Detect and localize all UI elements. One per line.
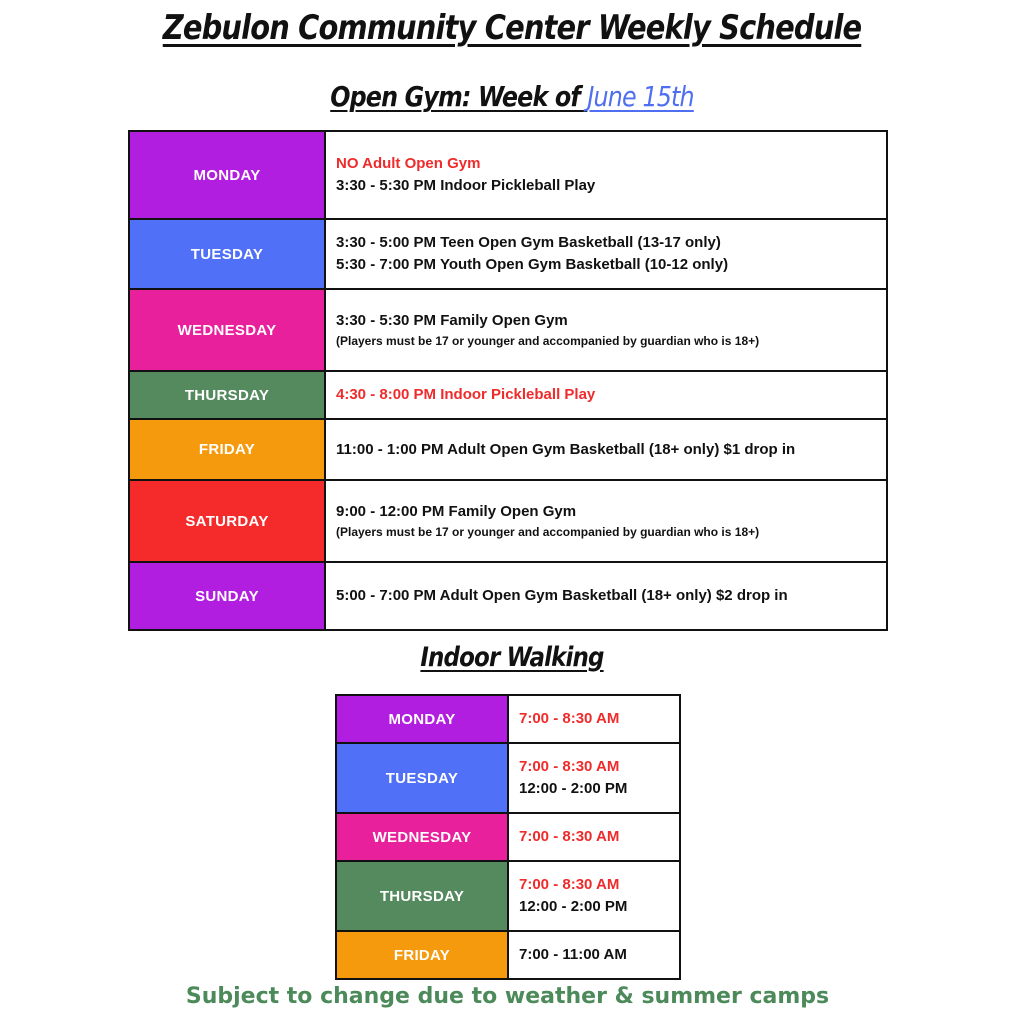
- open-gym-row: [129, 289, 887, 371]
- walking-row: [336, 743, 680, 813]
- open-gym-heading: [77, 80, 947, 113]
- guardian-note: (Players must be 17 or younger and accompanied by guardian who is 18+): [336, 525, 760, 539]
- day-label: FRIDAY: [129, 419, 325, 480]
- day-label: SUNDAY: [129, 562, 325, 630]
- open-gym-row: [129, 480, 887, 562]
- footer-note: Subject to change due to weather & summer camps: [185, 984, 830, 1009]
- schedule-details: [508, 861, 680, 931]
- highlighted-schedule-line: 7:00 - 8:30 AM: [519, 876, 620, 893]
- schedule-line: 3:30 - 5:30 PM Indoor Pickleball Play: [336, 177, 596, 194]
- schedule-details: [325, 289, 887, 371]
- walking-row: [336, 695, 680, 743]
- week-of-date: June 15th: [587, 80, 694, 113]
- highlighted-schedule-line: NO Adult Open Gym: [336, 155, 481, 172]
- schedule-details: [508, 813, 680, 861]
- indoor-walking-table: [335, 694, 681, 980]
- open-gym-row: [129, 419, 887, 480]
- schedule-line: 7:00 - 11:00 AM: [519, 946, 627, 963]
- indoor-walking-heading: Indoor Walking: [420, 642, 604, 673]
- open-gym-row: [129, 562, 887, 630]
- walking-row: [336, 813, 680, 861]
- highlighted-schedule-line: 7:00 - 8:30 AM: [519, 758, 620, 775]
- open-gym-row: [129, 219, 887, 289]
- schedule-line: 9:00 - 12:00 PM Family Open Gym: [336, 503, 577, 520]
- schedule-details: [508, 743, 680, 813]
- page-title: Zebulon Community Center Weekly Schedule: [162, 8, 862, 48]
- schedule-line: 12:00 - 2:00 PM: [519, 780, 628, 797]
- day-label: THURSDAY: [336, 861, 508, 931]
- day-label: TUESDAY: [129, 219, 325, 289]
- schedule-details: [325, 480, 887, 562]
- schedule-details: [325, 419, 887, 480]
- schedule-line: 12:00 - 2:00 PM: [519, 898, 628, 915]
- day-label: SATURDAY: [129, 480, 325, 562]
- schedule-line: 5:00 - 7:00 PM Adult Open Gym Basketball (18+ only) $2 drop in: [336, 587, 788, 604]
- schedule-details: [508, 931, 680, 979]
- open-gym-row: [129, 131, 887, 219]
- open-gym-row: [129, 371, 887, 419]
- day-label: WEDNESDAY: [336, 813, 508, 861]
- schedule-details: [325, 562, 887, 630]
- open-gym-table: [128, 130, 888, 631]
- schedule-details: [325, 371, 887, 419]
- day-label: TUESDAY: [336, 743, 508, 813]
- open-gym-table-body: [129, 131, 887, 630]
- day-label: MONDAY: [336, 695, 508, 743]
- schedule-details: [508, 695, 680, 743]
- day-label: MONDAY: [129, 131, 325, 219]
- day-label: WEDNESDAY: [129, 289, 325, 371]
- schedule-details: [325, 219, 887, 289]
- schedule-line: 5:30 - 7:00 PM Youth Open Gym Basketball (10-12 only): [336, 256, 729, 273]
- walking-row: [336, 931, 680, 979]
- schedule-line: 11:00 - 1:00 PM Adult Open Gym Basketball (18+ only) $1 drop in: [336, 440, 796, 458]
- open-gym-heading-lead: Open Gym: Week of: [330, 80, 588, 113]
- highlighted-schedule-line: 4:30 - 8:00 PM Indoor Pickleball Play: [336, 386, 596, 403]
- highlighted-schedule-line: 7:00 - 8:30 AM: [519, 828, 620, 845]
- schedule-details: [325, 131, 887, 219]
- day-label: THURSDAY: [129, 371, 325, 419]
- schedule-line: 3:30 - 5:00 PM Teen Open Gym Basketball (13-17 only): [336, 234, 721, 251]
- highlighted-schedule-line: 7:00 - 8:30 AM: [519, 710, 620, 727]
- walking-row: [336, 861, 680, 931]
- day-label: FRIDAY: [336, 931, 508, 979]
- guardian-note: (Players must be 17 or younger and accompanied by guardian who is 18+): [336, 334, 760, 348]
- schedule-line: 3:30 - 5:30 PM Family Open Gym: [336, 312, 568, 329]
- indoor-walking-table-body: [336, 695, 680, 979]
